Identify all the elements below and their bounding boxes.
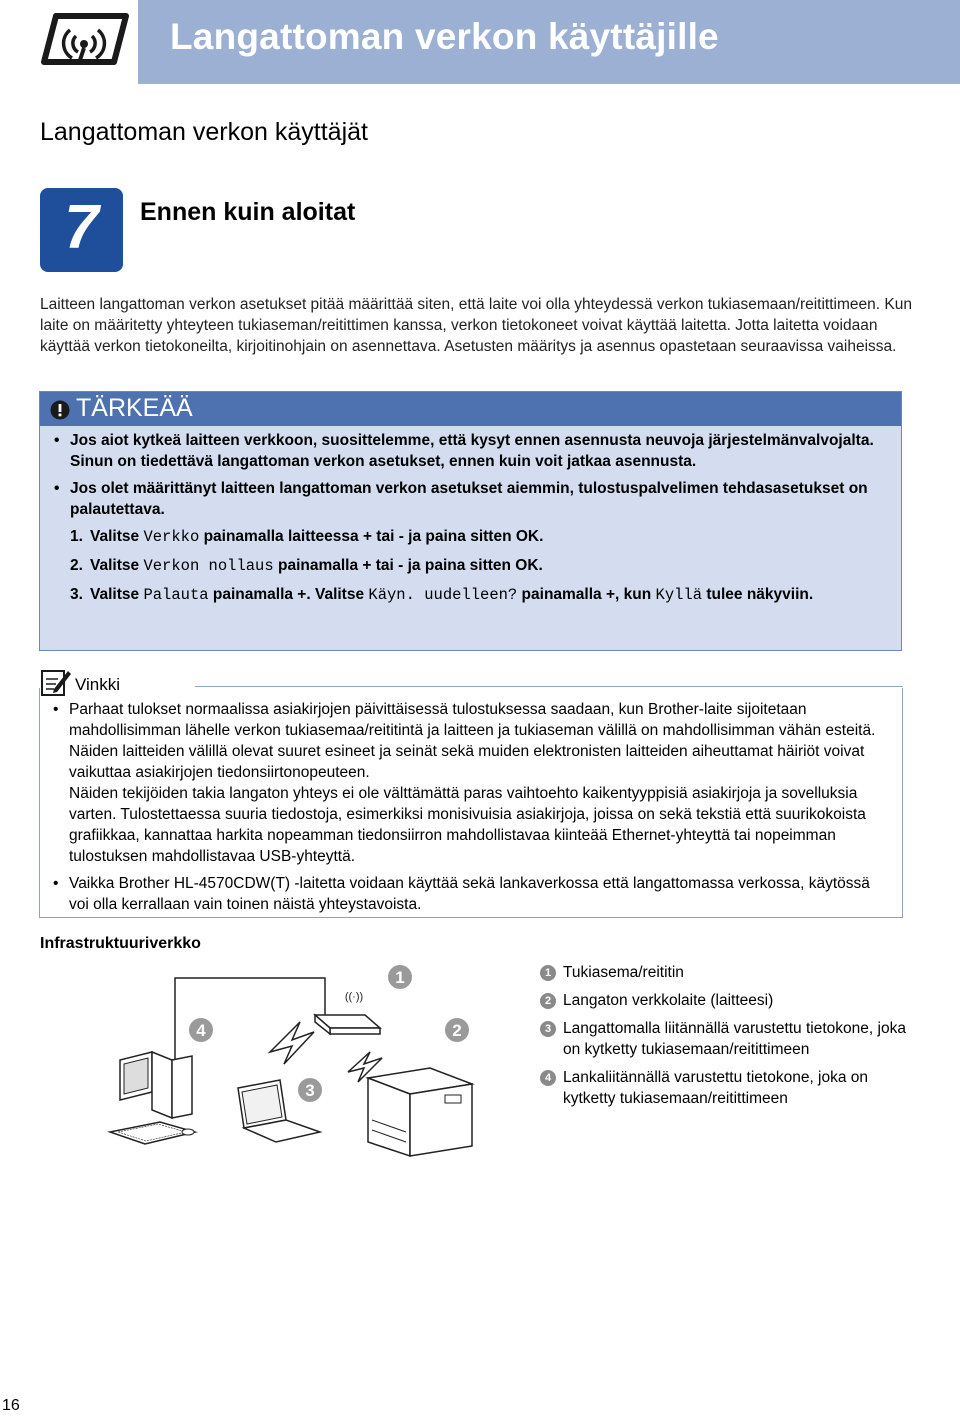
step-number-badge <box>40 188 123 272</box>
note-divider <box>195 686 903 687</box>
step-text: Valitse <box>90 528 140 545</box>
legend-number-badge: 4 <box>540 1070 556 1086</box>
important-title: TÄRKEÄÄ <box>76 394 193 422</box>
important-box <box>39 391 902 651</box>
legend-text: Langaton verkkolaite (laitteesi) <box>563 992 774 1009</box>
step-title: Ennen kuin aloitat <box>140 198 356 226</box>
legend-item <box>540 990 920 1011</box>
step-number: 1. <box>70 528 83 545</box>
menu-option-text: Kyllä <box>655 586 703 604</box>
step-number: 7 <box>64 193 99 262</box>
wireless-signal-icon <box>270 1022 314 1064</box>
menu-option-text: Verkko <box>143 528 200 546</box>
page-header-title: Langattoman verkon käyttäjille <box>170 16 719 57</box>
infrastructure-title: Infrastruktuuriverkko <box>40 935 201 952</box>
callout-3 <box>298 1078 322 1102</box>
menu-option-text: Verkon nollaus <box>143 557 274 575</box>
callout-2 <box>445 1018 469 1042</box>
reset-steps <box>54 526 889 606</box>
svg-text:4: 4 <box>196 1021 206 1040</box>
legend-item <box>540 1067 920 1109</box>
reset-step-1 <box>70 526 889 548</box>
step-text: painamalla +, kun <box>521 586 652 603</box>
note-paragraph: Näiden tekijöiden takia langaton yhteys ei ole välttämättä paras vaihtoehto kaikentyyppisiä asiakirjoja ja sovelluksia varten. Tulostettaessa suuria tiedostoja, esimerkiksi monisivuisia asiakirjoja, joissa on sekä tekstiä että suurikokoista grafiikkaa, kannattaa harkita nopeamman tiedonsiirron mahdollistavaa kiinteää Ethernet-yhteyttä tai nopeimman tulostuksen mahdollistavaa USB-yhteyttä. <box>69 785 866 865</box>
note-bullet-2: • Vaikka Brother HL-4570CDW(T) -laitetta voidaan käyttää sekä lankaverkossa että langattomassa verkossa, käytössä voi olla kerrallaan vain toinen näistä yhteystavoista. <box>53 873 893 915</box>
step-text: Valitse <box>90 557 140 574</box>
legend-text: Langattomalla liitännällä varustettu tietokone, joka on kytketty tukiasemaan/reitittimeen <box>563 1020 906 1058</box>
callout-1 <box>388 965 412 989</box>
svg-text:2: 2 <box>452 1021 462 1040</box>
menu-option-text: Palauta <box>143 586 209 604</box>
note-title: Vinkki <box>75 675 121 694</box>
section-title: Langattoman verkon käyttäjät <box>40 118 368 146</box>
step-text: painamalla +. Valitse <box>212 586 365 603</box>
svg-text:((·)): ((·)) <box>344 991 364 1003</box>
note-paragraph: • Parhaat tulokset normaalissa asiakirjojen päivittäisessä tulostuksessa saadaan, kun Brother-laite sijoitetaan mahdollisimman lähelle verkon tukiasemaa/reititintä ja laitteen ja tukiaseman välillä on mahdollisimman vähän esteitä. Näiden laitteiden välillä olevat suuret esineet ja seinät sekä muiden elektronisten laitteiden aiheuttamat häiriöt voivat vaikuttaa asiakirjojen tiedonsiirtonopeuteen. <box>69 701 876 781</box>
legend-text: Tukiasema/reititin <box>563 964 684 981</box>
important-body <box>54 430 889 613</box>
step-text: Valitse <box>90 586 140 603</box>
wireless-network-icon <box>38 8 130 74</box>
diagram-legend <box>540 962 920 1116</box>
legend-number-badge: 2 <box>540 993 556 1009</box>
intro-paragraph: Laitteen langattoman verkon asetukset pitää määrittää siten, että laite voi olla yhteydessä verkon tukiasemaan/reitittimeen. Kun laite on määritetty yhteyteen tukiaseman/reitittimen kanssa, verkon tietokoneet voivat käyttää laitetta. Jotta laitetta voidaan käyttää verkon tietokoneilta, kirjoitinohjain on asennettava. Asetusten määritys ja asennus opastetaan seuraavissa vaiheissa. <box>40 296 912 355</box>
printer-icon <box>368 1068 472 1156</box>
important-bullet-1: • Jos aiot kytkeä laitteen verkkoon, suosittelemme, että kysyt ennen asennusta neuvoja järjestelmänvalvojalta. Sinun on tiedettävä langattoman verkon asetukset, ennen kuin voit jatkaa asennusta. <box>54 430 889 472</box>
desktop-computer-icon <box>110 1052 195 1144</box>
svg-text:3: 3 <box>305 1081 315 1100</box>
reset-step-2 <box>70 555 889 577</box>
network-diagram <box>100 960 500 1160</box>
step-text: painamalla + tai - ja paina sitten OK. <box>277 557 543 574</box>
legend-item <box>540 962 920 983</box>
note-bullet-1 <box>53 699 893 867</box>
step-text: tulee näkyviin. <box>706 586 814 603</box>
svg-text:1: 1 <box>395 968 405 987</box>
callout-4 <box>189 1018 213 1042</box>
legend-text: Lankaliitännällä varustettu tietokone, joka on kytketty tukiasemaan/reitittimeen <box>563 1069 869 1107</box>
menu-option-text: Käyn. uudelleen? <box>368 586 518 604</box>
important-bullet-2: • Jos olet määrittänyt laitteen langattoman verkon asetukset aiemmin, tulostuspalvelimen tehdasasetukset on palautettava. <box>54 478 889 520</box>
step-number: 3. <box>70 586 83 603</box>
step-number: 2. <box>70 557 83 574</box>
legend-number-badge: 1 <box>540 965 556 981</box>
reset-step-3 <box>70 584 889 606</box>
warning-icon <box>50 400 70 420</box>
step-text: painamalla laitteessa + tai - ja paina sitten OK. <box>203 528 544 545</box>
note-body <box>53 699 893 921</box>
page-number: 16 <box>2 1397 20 1414</box>
legend-item <box>540 1018 920 1060</box>
important-header <box>40 392 901 426</box>
legend-number-badge: 3 <box>540 1021 556 1037</box>
